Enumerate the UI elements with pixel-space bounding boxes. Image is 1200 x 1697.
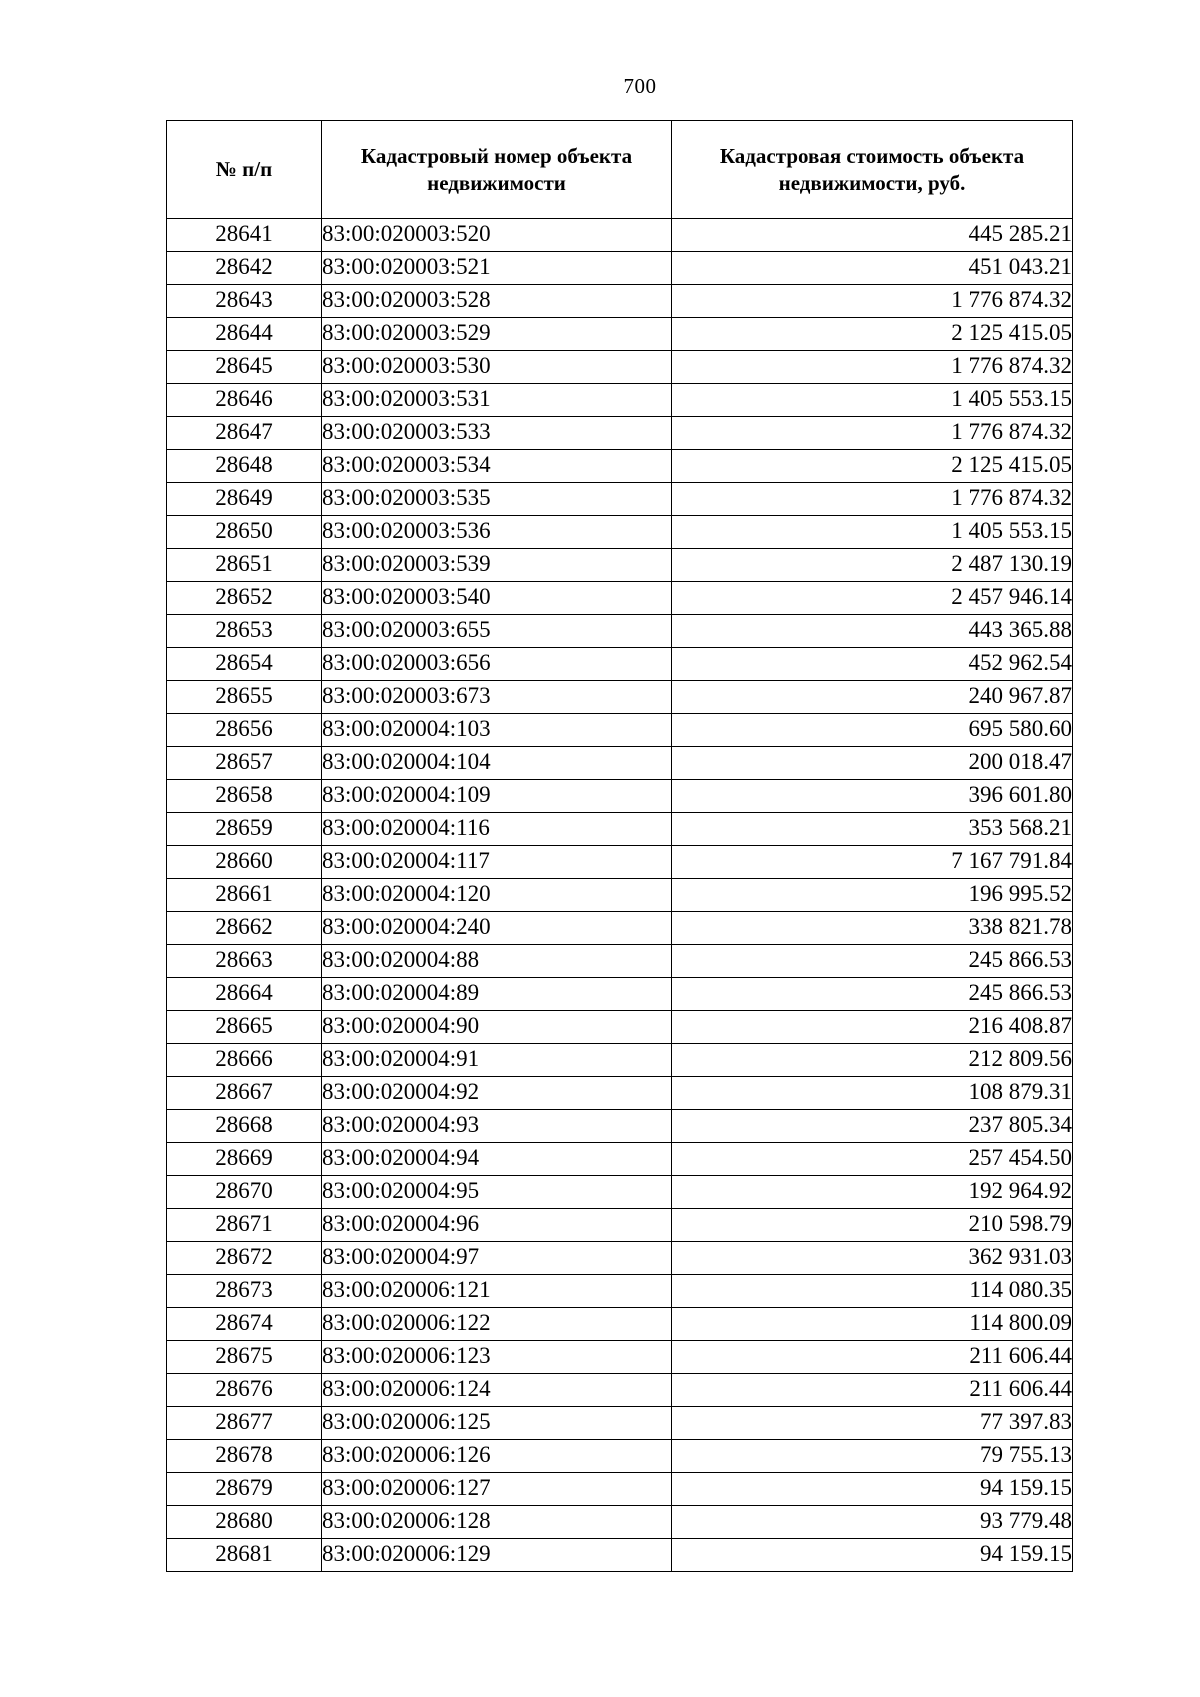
table-row	[167, 1341, 1073, 1374]
cadastral-value-cell: 451 043.21	[672, 252, 1073, 285]
cadastral-number-cell: 83:00:020004:95	[322, 1176, 672, 1209]
row-number-cell: 28641	[167, 219, 322, 252]
table-row	[167, 1143, 1073, 1176]
row-number-cell: 28647	[167, 417, 322, 450]
cadastral-number-cell: 83:00:020006:122	[322, 1308, 672, 1341]
table-row	[167, 1077, 1073, 1110]
table-row	[167, 1473, 1073, 1506]
cadastral-number-cell: 83:00:020004:93	[322, 1110, 672, 1143]
table-row	[167, 714, 1073, 747]
cadastral-value-cell: 237 805.34	[672, 1110, 1073, 1143]
row-number-cell: 28655	[167, 681, 322, 714]
cadastral-number-cell: 83:00:020004:103	[322, 714, 672, 747]
table-row	[167, 1539, 1073, 1572]
row-number-cell: 28657	[167, 747, 322, 780]
table-row	[167, 1407, 1073, 1440]
table-row	[167, 285, 1073, 318]
cadastral-number-cell: 83:00:020003:536	[322, 516, 672, 549]
row-number-cell: 28643	[167, 285, 322, 318]
cadastral-value-cell: 210 598.79	[672, 1209, 1073, 1242]
row-number-cell: 28654	[167, 648, 322, 681]
table-row	[167, 417, 1073, 450]
row-number-cell: 28650	[167, 516, 322, 549]
cadastral-value-cell: 245 866.53	[672, 978, 1073, 1011]
cadastral-value-cell: 212 809.56	[672, 1044, 1073, 1077]
cadastral-number-cell: 83:00:020006:129	[322, 1539, 672, 1572]
table-row	[167, 648, 1073, 681]
cadastral-value-cell: 445 285.21	[672, 219, 1073, 252]
table-row	[167, 582, 1073, 615]
table-row	[167, 879, 1073, 912]
table-row	[167, 615, 1073, 648]
cadastral-value-cell: 211 606.44	[672, 1374, 1073, 1407]
cadastral-value-cell: 114 080.35	[672, 1275, 1073, 1308]
cadastral-value-cell: 192 964.92	[672, 1176, 1073, 1209]
cadastral-value-cell: 695 580.60	[672, 714, 1073, 747]
cadastral-value-cell: 216 408.87	[672, 1011, 1073, 1044]
cadastral-value-cell: 353 568.21	[672, 813, 1073, 846]
table-row	[167, 252, 1073, 285]
table-row	[167, 846, 1073, 879]
row-number-cell: 28681	[167, 1539, 322, 1572]
cadastral-value-cell: 2 125 415.05	[672, 450, 1073, 483]
row-number-cell: 28660	[167, 846, 322, 879]
row-number-cell: 28645	[167, 351, 322, 384]
row-number-cell: 28675	[167, 1341, 322, 1374]
row-number-cell: 28644	[167, 318, 322, 351]
row-number-cell: 28662	[167, 912, 322, 945]
row-number-cell: 28669	[167, 1143, 322, 1176]
row-number-cell: 28678	[167, 1440, 322, 1473]
row-number-cell: 28680	[167, 1506, 322, 1539]
cadastral-value-cell: 2 457 946.14	[672, 582, 1073, 615]
table-row	[167, 1506, 1073, 1539]
cadastral-number-cell: 83:00:020004:89	[322, 978, 672, 1011]
cadastral-number-cell: 83:00:020006:128	[322, 1506, 672, 1539]
table-row	[167, 1308, 1073, 1341]
row-number-cell: 28666	[167, 1044, 322, 1077]
cadastral-number-cell: 83:00:020006:127	[322, 1473, 672, 1506]
table-row	[167, 318, 1073, 351]
table-row	[167, 1011, 1073, 1044]
table-row	[167, 516, 1073, 549]
row-number-cell: 28653	[167, 615, 322, 648]
cadastral-number-cell: 83:00:020003:534	[322, 450, 672, 483]
row-number-cell: 28649	[167, 483, 322, 516]
row-number-cell: 28671	[167, 1209, 322, 1242]
header-cadastral-number: Кадастровый номер объекта недвижимости	[322, 121, 672, 219]
row-number-cell: 28659	[167, 813, 322, 846]
table-row	[167, 978, 1073, 1011]
table-row	[167, 1374, 1073, 1407]
cadastral-value-cell: 94 159.15	[672, 1539, 1073, 1572]
table-row	[167, 945, 1073, 978]
row-number-cell: 28648	[167, 450, 322, 483]
cadastral-value-cell: 240 967.87	[672, 681, 1073, 714]
cadastral-value-cell: 2 125 415.05	[672, 318, 1073, 351]
row-number-cell: 28652	[167, 582, 322, 615]
cadastral-number-cell: 83:00:020003:539	[322, 549, 672, 582]
table-row	[167, 219, 1073, 252]
cadastral-value-cell: 93 779.48	[672, 1506, 1073, 1539]
cadastral-value-cell: 1 776 874.32	[672, 285, 1073, 318]
cadastral-value-cell: 257 454.50	[672, 1143, 1073, 1176]
cadastral-number-cell: 83:00:020003:528	[322, 285, 672, 318]
table-row	[167, 1110, 1073, 1143]
cadastral-number-cell: 83:00:020004:97	[322, 1242, 672, 1275]
cadastral-value-cell: 443 365.88	[672, 615, 1073, 648]
cadastral-number-cell: 83:00:020003:530	[322, 351, 672, 384]
cadastral-number-cell: 83:00:020003:673	[322, 681, 672, 714]
cadastral-number-cell: 83:00:020003:535	[322, 483, 672, 516]
table-row	[167, 747, 1073, 780]
cadastral-number-cell: 83:00:020004:240	[322, 912, 672, 945]
cadastral-number-cell: 83:00:020004:120	[322, 879, 672, 912]
table-row	[167, 813, 1073, 846]
cadastral-number-cell: 83:00:020006:121	[322, 1275, 672, 1308]
cadastral-value-cell: 79 755.13	[672, 1440, 1073, 1473]
cadastral-number-cell: 83:00:020003:540	[322, 582, 672, 615]
row-number-cell: 28667	[167, 1077, 322, 1110]
cadastral-value-cell: 108 879.31	[672, 1077, 1073, 1110]
row-number-cell: 28646	[167, 384, 322, 417]
table-row	[167, 1209, 1073, 1242]
cadastral-value-table	[166, 120, 1073, 1572]
cadastral-value-cell: 452 962.54	[672, 648, 1073, 681]
cadastral-number-cell: 83:00:020003:529	[322, 318, 672, 351]
cadastral-value-cell: 211 606.44	[672, 1341, 1073, 1374]
row-number-cell: 28665	[167, 1011, 322, 1044]
header-row-number: № п/п	[167, 121, 322, 219]
cadastral-value-cell: 114 800.09	[672, 1308, 1073, 1341]
row-number-cell: 28677	[167, 1407, 322, 1440]
cadastral-value-cell: 1 405 553.15	[672, 384, 1073, 417]
cadastral-number-cell: 83:00:020004:90	[322, 1011, 672, 1044]
cadastral-number-cell: 83:00:020006:125	[322, 1407, 672, 1440]
cadastral-value-cell: 7 167 791.84	[672, 846, 1073, 879]
cadastral-value-cell: 1 776 874.32	[672, 351, 1073, 384]
row-number-cell: 28668	[167, 1110, 322, 1143]
cadastral-number-cell: 83:00:020004:117	[322, 846, 672, 879]
cadastral-value-cell: 2 487 130.19	[672, 549, 1073, 582]
cadastral-value-cell: 196 995.52	[672, 879, 1073, 912]
cadastral-number-cell: 83:00:020004:96	[322, 1209, 672, 1242]
row-number-cell: 28663	[167, 945, 322, 978]
cadastral-number-cell: 83:00:020004:116	[322, 813, 672, 846]
table-row	[167, 1242, 1073, 1275]
cadastral-value-cell: 200 018.47	[672, 747, 1073, 780]
cadastral-value-cell: 1 776 874.32	[672, 417, 1073, 450]
cadastral-number-cell: 83:00:020006:123	[322, 1341, 672, 1374]
cadastral-number-cell: 83:00:020004:88	[322, 945, 672, 978]
header-cadastral-value: Кадастровая стоимость объекта недвижимости, руб.	[672, 121, 1073, 219]
cadastral-number-cell: 83:00:020003:521	[322, 252, 672, 285]
cadastral-number-cell: 83:00:020004:109	[322, 780, 672, 813]
cadastral-value-cell: 245 866.53	[672, 945, 1073, 978]
row-number-cell: 28658	[167, 780, 322, 813]
cadastral-number-cell: 83:00:020004:91	[322, 1044, 672, 1077]
table-row	[167, 912, 1073, 945]
table-row	[167, 681, 1073, 714]
row-number-cell: 28642	[167, 252, 322, 285]
cadastral-number-cell: 83:00:020004:92	[322, 1077, 672, 1110]
cadastral-number-cell: 83:00:020003:531	[322, 384, 672, 417]
table-row	[167, 483, 1073, 516]
cadastral-number-cell: 83:00:020006:126	[322, 1440, 672, 1473]
row-number-cell: 28672	[167, 1242, 322, 1275]
table-row	[167, 351, 1073, 384]
row-number-cell: 28676	[167, 1374, 322, 1407]
table-row	[167, 1440, 1073, 1473]
cadastral-number-cell: 83:00:020006:124	[322, 1374, 672, 1407]
cadastral-value-cell: 94 159.15	[672, 1473, 1073, 1506]
row-number-cell: 28673	[167, 1275, 322, 1308]
row-number-cell: 28679	[167, 1473, 322, 1506]
table-header-row	[167, 121, 1073, 219]
cadastral-value-cell: 396 601.80	[672, 780, 1073, 813]
cadastral-number-cell: 83:00:020004:104	[322, 747, 672, 780]
table-row	[167, 450, 1073, 483]
cadastral-value-cell: 1 405 553.15	[672, 516, 1073, 549]
row-number-cell: 28661	[167, 879, 322, 912]
row-number-cell: 28674	[167, 1308, 322, 1341]
table-row	[167, 1044, 1073, 1077]
cadastral-number-cell: 83:00:020003:655	[322, 615, 672, 648]
cadastral-number-cell: 83:00:020003:520	[322, 219, 672, 252]
page-number: 700	[623, 74, 657, 98]
table-body	[167, 219, 1073, 1572]
table-row	[167, 549, 1073, 582]
cadastral-number-cell: 83:00:020004:94	[322, 1143, 672, 1176]
table-row	[167, 1275, 1073, 1308]
cadastral-value-cell: 338 821.78	[672, 912, 1073, 945]
cadastral-number-cell: 83:00:020003:533	[322, 417, 672, 450]
row-number-cell: 28670	[167, 1176, 322, 1209]
table-row	[167, 384, 1073, 417]
cadastral-number-cell: 83:00:020003:656	[322, 648, 672, 681]
cadastral-value-cell: 77 397.83	[672, 1407, 1073, 1440]
table-row	[167, 1176, 1073, 1209]
table-row	[167, 780, 1073, 813]
cadastral-value-cell: 362 931.03	[672, 1242, 1073, 1275]
row-number-cell: 28664	[167, 978, 322, 1011]
row-number-cell: 28656	[167, 714, 322, 747]
row-number-cell: 28651	[167, 549, 322, 582]
cadastral-value-cell: 1 776 874.32	[672, 483, 1073, 516]
